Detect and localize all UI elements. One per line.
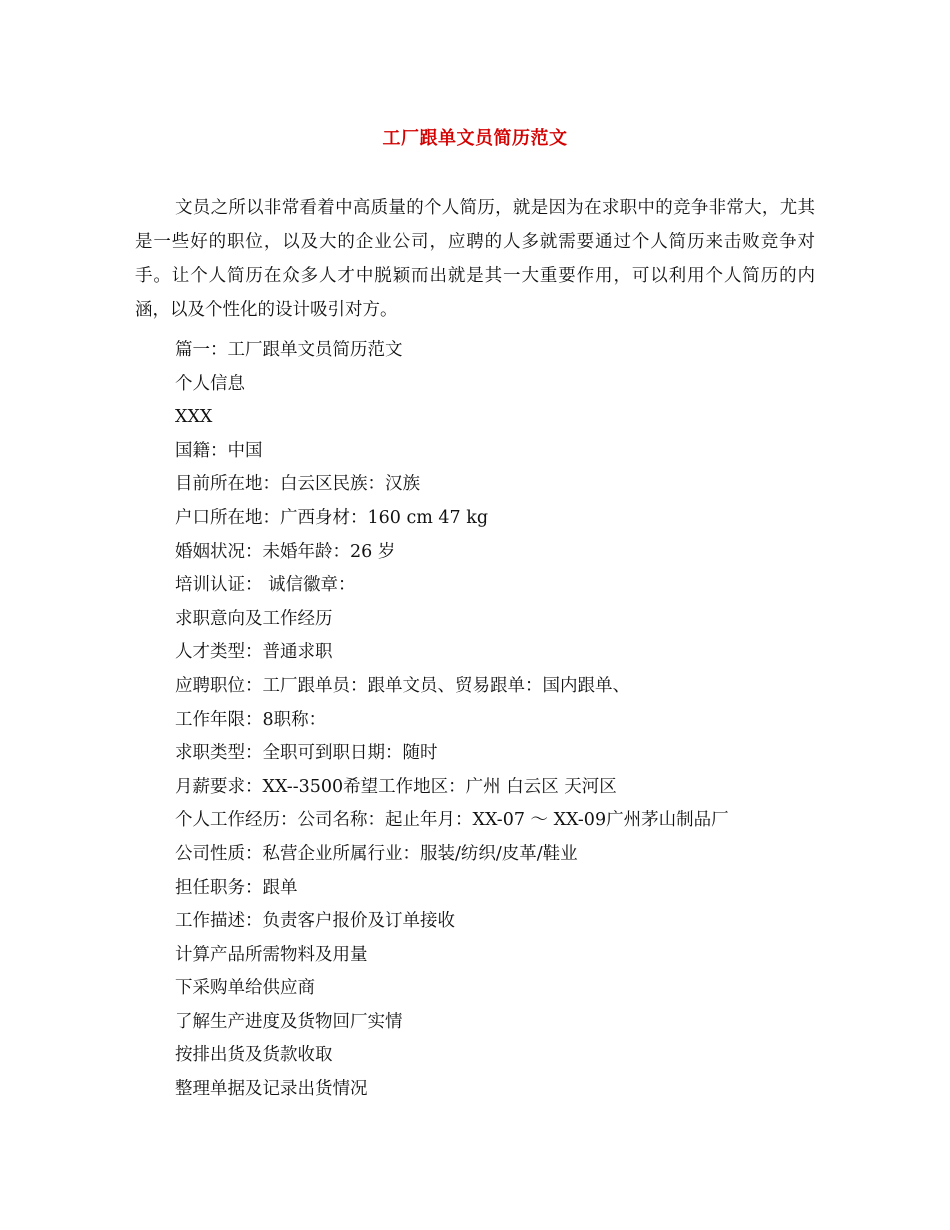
resume-line: 整理单据及记录出货情况 (175, 1079, 368, 1100)
resume-line: 担任职务：跟单 (175, 877, 298, 898)
resume-line: 个人工作经历：公司名称：起止年月：XX-07 ～ XX-09广州茅山制品厂 (175, 810, 729, 831)
resume-line: 下采购单给供应商 (175, 978, 315, 999)
resume-line: 个人信息 (175, 373, 245, 394)
resume-lines (175, 334, 815, 1107)
resume-line: XXX (175, 407, 213, 428)
resume-line: 了解生产进度及货物回厂实情 (175, 1011, 403, 1032)
resume-line: 公司性质：私营企业所属行业：服装/纺织/皮革/鞋业 (175, 843, 578, 864)
resume-line: 计算产品所需物料及用量 (175, 944, 368, 965)
intro-paragraph: 文员之所以非常看着中高质量的个人简历，就是因为在求职中的竞争非常大，尤其是一些好的职位，以及大的企业公司，应聘的人多就需要通过个人简历来击败竞争对手。让个人简历在众多人才中脱颖而出就是其一大重要作用，可以利用个人简历的内涵，以及个性化的设计吸引对方。 (135, 198, 815, 320)
resume-line: 目前所在地：白云区民族：汉族 (175, 474, 420, 495)
resume-line: 求职类型：全职可到职日期：随时 (175, 743, 438, 764)
resume-line: 月薪要求：XX--3500希望工作地区：广州 白云区 天河区 (175, 776, 617, 797)
document-title: 工厂跟单文员简历范文 (382, 128, 568, 149)
resume-line: 工作年限：8职称： (175, 709, 327, 730)
resume-line: 求职意向及工作经历 (175, 608, 333, 629)
resume-line: 篇一：工厂跟单文员简历范文 (175, 340, 403, 360)
resume-line: 国籍：中国 (175, 440, 263, 461)
resume-line: 按排出货及货款收取 (175, 1045, 333, 1066)
resume-line: 应聘职位：工厂跟单员：跟单文员、贸易跟单：国内跟单、 (175, 675, 630, 696)
resume-line: 培训认证： 诚信徽章： (175, 575, 356, 596)
resume-line: 人才类型：普通求职 (175, 642, 333, 663)
resume-line: 婚姻状况：未婚年龄：26 岁 (175, 541, 396, 562)
resume-line: 工作描述：负责客户报价及订单接收 (175, 911, 455, 932)
resume-line: 户口所在地：广西身材：160 cm 47 kg (175, 507, 489, 528)
